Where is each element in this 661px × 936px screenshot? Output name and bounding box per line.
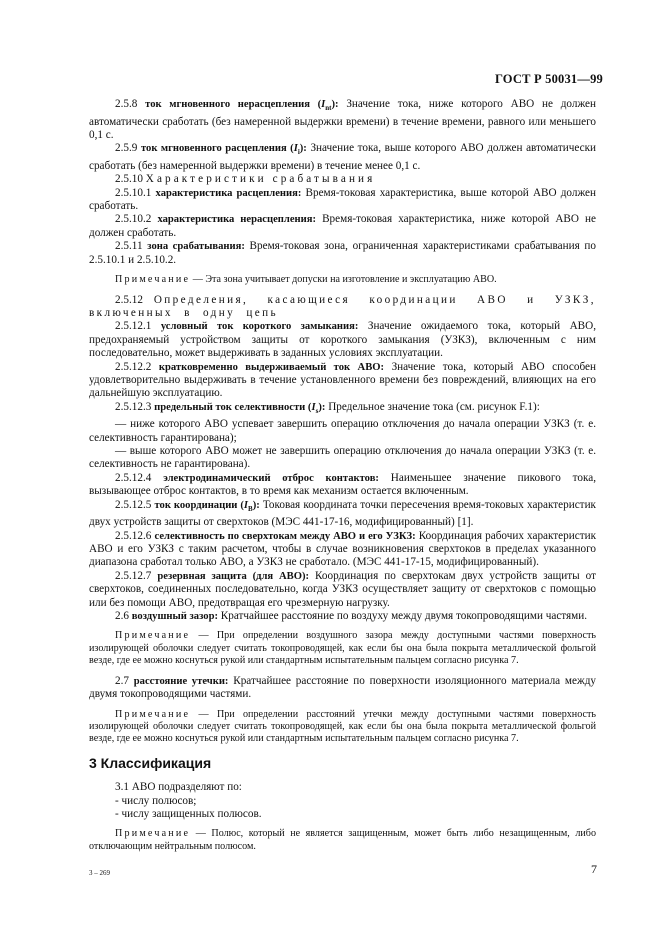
definition-text: Кратчайшее расстояние по воздуху между двумя токопроводящими частями. — [218, 610, 588, 623]
clause-number: 2.5.8 — [115, 98, 138, 110]
note-label: Примечание — [115, 274, 191, 286]
page-body — [89, 98, 596, 853]
paragraph-2-6 — [89, 610, 596, 623]
note-air-gap — [89, 630, 596, 667]
term: расстояние утечки: — [133, 675, 229, 687]
note-label: Примечание — [115, 630, 191, 642]
term: характеристика расцепления: — [155, 187, 302, 199]
definition-text: Значение тока, выше которого АВО должен автоматически сработать (без намеренной выдержки времени) в течение менее 0,1 с. — [89, 142, 596, 172]
clause-number: 2.5.10.2 — [115, 213, 152, 226]
term: воздушный зазор: — [131, 611, 218, 623]
definition-text: Предельное значение тока (см. рисунок F.1): — [325, 400, 540, 413]
paragraph-2-5-10-1 — [89, 187, 596, 214]
term: кратковременно выдерживаемый ток АВО: — [158, 361, 385, 373]
definition-text: Координация по сверхтокам двух устройств защиты от сверхтоков, соединенных последовательно, когда УЗКЗ осуществляет защиту от сверхтоков с помощью или без помощи АВО, предотвращая его чрезмерную нагрузку. — [89, 569, 596, 609]
note-text: — Эта зона учитывает допуски на изготовление и эксплуатацию АВО. — [190, 274, 497, 286]
paragraph-2-5-12-6 — [89, 530, 596, 570]
note-text: — При определении расстояний утечки между доступными частями поверхность изолирующей оболочки следует считать токопроводящей, как если бы она была покрыта металлической фольгой везде, где ее можно коснуться рукой или стандартным испытательным пальцем согласно рисунка 7. — [89, 708, 596, 745]
note-pole — [89, 828, 596, 853]
definition-text: Значение тока, ниже которого АВО не должен автоматически сработать (без намеренной выдержки времени) в течение времени, равного или меньшего 0,1 с. — [89, 98, 596, 141]
definition-text: Значение тока, который АВО способен удовлетворительно выдерживать в течение установленного времени без повреждений, влияющих на его дальнейшую эксплуатацию. — [89, 360, 596, 400]
page-number: 7 — [591, 862, 597, 876]
list-item: - числу полюсов; — [115, 794, 197, 807]
clause-number: 2.5.12.5 — [115, 498, 152, 511]
definition-text: Наименьшее значение пикового тока, вызывающее отброс контактов, в то время как механизм остается включенным. — [89, 471, 596, 498]
term: зона срабатывания: — [147, 241, 245, 253]
clause-title: Определения, касающиеся координации АВО и УЗКЗ, включенных в одну цепь — [89, 293, 596, 319]
definition-text: Токовая координата точки пересечения время-токовых характеристик двух устройств защиты от сверхтоков (МЭС 441-17-16, модифицированный) [1]. — [89, 498, 596, 529]
clause-number: 2.5.9 — [115, 142, 138, 155]
clause-number: 2.5.12 — [115, 293, 143, 306]
print-mark: 3 – 269 — [89, 869, 110, 877]
term: условный ток короткого замыкания: — [160, 321, 359, 333]
term: ток мгновенного расцепления $(I_i)$: — [140, 143, 307, 157]
clause-title: Характеристики срабатывания — [145, 173, 376, 186]
note-label: Примечание — [115, 708, 191, 720]
section-heading: 3 Классификация — [89, 754, 212, 771]
clause-number: 2.7 — [115, 674, 129, 687]
clause-number: 2.5.11 — [115, 240, 143, 253]
paragraph-2-7 — [89, 675, 596, 702]
note-label: Примечание — [115, 828, 191, 840]
paragraph-2-5-12-3 — [89, 401, 596, 419]
paragraph-3-1: 3.1 АВО подразделяют по: — [115, 781, 242, 794]
dash-item-1: — ниже которого АВО успевает завершить операцию отключения до начала операции УЗКЗ (т. е. селективность гарантирована); — [89, 418, 596, 444]
term: селективность по сверхтокам между АВО и его УЗКЗ: — [154, 530, 416, 542]
definition-text: Кратчайшее расстояние по поверхности изоляционного материала между двумя токопроводящими частями. — [89, 674, 596, 701]
paragraph-2-5-12-2 — [89, 361, 596, 401]
term: характеристика нерасцепления: — [157, 214, 317, 226]
clause-number: 2.5.12.7 — [115, 569, 152, 582]
term: предельный ток селективности $(I_s)$: — [154, 401, 326, 415]
clause-number: 2.5.12.4 — [115, 471, 152, 484]
term: электродинамический отброс контактов: — [163, 472, 379, 484]
paragraph-2-5-12-4 — [89, 472, 596, 499]
definition-text: Время-токовая характеристика, выше которой АВО должен сработать. — [89, 186, 596, 213]
term: ток мгновенного нерасцепления $(I_{nt})$: — [145, 99, 339, 113]
dash-item-2: — выше которого АВО может не завершить операцию отключения до начала операции УЗКЗ (т. е. селективность не гарантирована). — [89, 445, 596, 471]
clause-number: 2.5.12.3 — [115, 400, 152, 413]
clause-number: 2.5.12.1 — [115, 320, 152, 333]
paragraph-2-5-12-1 — [89, 320, 596, 360]
note-text: — При определении воздушного зазора между доступными частями поверхность изолирующей оболочки следует считать токопроводящей, как если бы она была покрыта металлической фольгой везде, где ее можно коснуться рукой или стандартным испытательным пальцем согласно рисунка 7. — [89, 630, 596, 667]
definition-text: Значение ожидаемого тока, который АВО, предохраняемый устройством защиты от короткого замыкания (УЗКЗ), включенным с ним последовательно, может выдерживать в заданных условиях эксплуатации. — [89, 320, 597, 360]
standard-designation: ГОСТ Р 50031—99 — [494, 72, 603, 86]
term: ток координации $(I_B)$: — [154, 499, 260, 513]
note-creepage — [89, 709, 596, 746]
clause-number: 2.6 — [115, 610, 129, 623]
paragraph-2-5-10 — [89, 173, 596, 186]
definition-text: Координация рабочих характеристик АВО и его УЗКЗ с таким расчетом, чтобы в случае возникновения сверхтоков в пределах указанного диапазона сработал только АВО, а УЗКЗ не сработало. (МЭС 441-17-15, модифицированный). — [89, 529, 597, 569]
clause-number: 2.5.10.1 — [115, 186, 152, 199]
paragraph-2-5-10-2 — [89, 213, 596, 240]
note-text: — Полюс, который не является защищенным, может быть либо незащищенным, либо отключающим нейтральным полюсом. — [89, 828, 596, 852]
clause-number: 2.5.12.2 — [115, 360, 152, 373]
clause-number: 2.5.12.6 — [115, 529, 152, 542]
paragraph-2-5-12 — [89, 294, 596, 321]
note-zone — [89, 274, 596, 286]
paragraph-2-5-12-5 — [89, 499, 596, 530]
definition-text: Время-токовая характеристика, ниже которой АВО не должен сработать. — [89, 213, 597, 239]
term: резервная защита (для АВО): — [157, 570, 310, 582]
list-item: - числу защищенных полюсов. — [115, 807, 262, 820]
clause-number: 2.5.10 — [115, 173, 143, 186]
definition-text: Время-токовая зона, ограниченная характеристиками срабатывания по 2.5.10.1 и 2.5.10.2. — [89, 240, 596, 266]
paragraph-2-5-8 — [89, 98, 596, 142]
paragraph-2-5-9 — [89, 142, 596, 173]
paragraph-2-5-12-7 — [89, 570, 596, 610]
paragraph-2-5-11 — [89, 240, 596, 267]
